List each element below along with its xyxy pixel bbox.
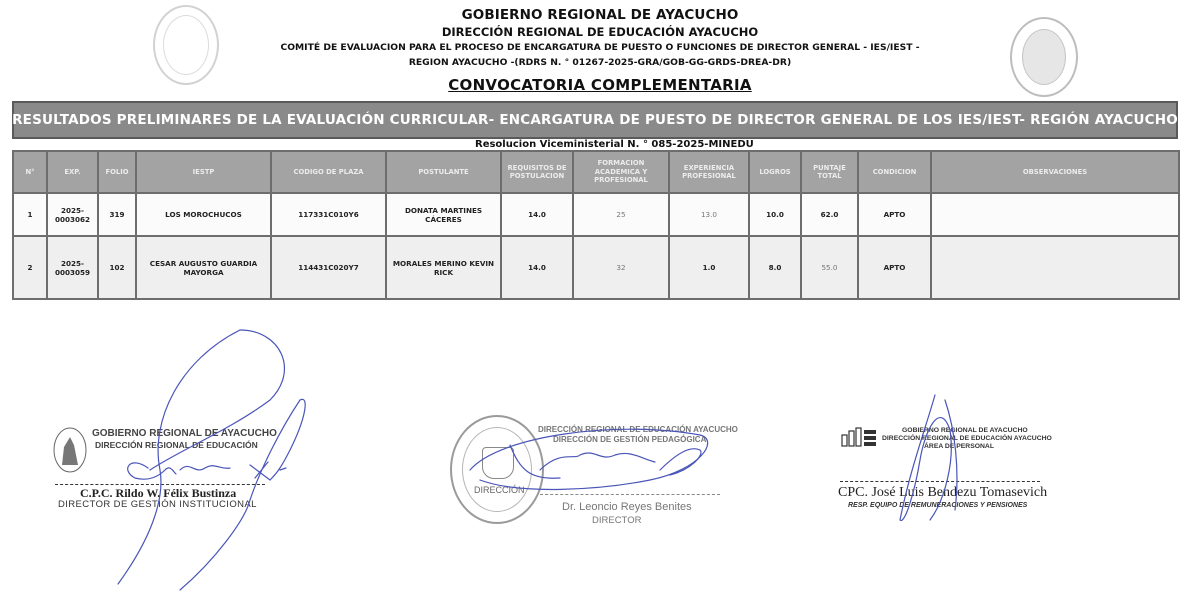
col-header-codigo: CODIGO DE PLAZA xyxy=(271,151,386,193)
col-header-logros: LOGROS xyxy=(749,151,801,193)
sig3-stamp-line3: ÁREA DE PERSONAL xyxy=(924,443,994,450)
sig1-stamp-line2: DIRECCIÓN REGIONAL DE EDUCACIÓN xyxy=(95,440,258,450)
col-header-observaciones: OBSERVACIONES xyxy=(931,151,1179,193)
col-header-n: N° xyxy=(13,151,47,193)
cell-formacion: 25 xyxy=(573,193,669,236)
sig2-name: Dr. Leoncio Reyes Benites xyxy=(562,501,692,513)
header-direction: DIRECCIÓN REGIONAL DE EDUCACIÓN AYACUCHO xyxy=(441,25,759,39)
area-personal-logo-icon xyxy=(840,427,880,447)
gobierno-regional-seal-icon xyxy=(153,5,219,85)
col-header-puntaje: PUNTAJE TOTAL xyxy=(801,151,858,193)
gobierno-regional-crest-icon xyxy=(52,425,88,475)
sig3-dashed-line xyxy=(840,481,1040,482)
col-header-folio: FOLIO xyxy=(98,151,136,193)
seal-direccion-text: DIRECCIÓN xyxy=(474,485,525,495)
cell-condicion: APTO xyxy=(858,193,931,236)
results-banner-text: RESULTADOS PRELIMINARES DE LA EVALUACIÓN CURRICULAR- ENCARGATURA DE PUESTO DE DIRECTOR GENERAL DE LOS IES/IEST- REGIÓN AYACUCHO xyxy=(12,112,1178,128)
sig3-stamp-line1: GOBIERNO REGIONAL DE AYACUCHO xyxy=(902,427,1028,434)
header-resolution-ref: REGION AYACUCHO -(RDRS N. ° 01267-2025-GRA/GOB-GG-GRDS-DREA-DR) xyxy=(408,57,792,68)
table-row xyxy=(13,193,1179,236)
sig2-stamp-line2: DIRECCIÓN DE GESTIÓN PEDAGÓGICA xyxy=(553,435,707,444)
col-header-formacion: FORMACION ACADEMICA Y PROFESIONAL xyxy=(573,151,669,193)
col-header-requisitos: REQUISITOS DE POSTULACION xyxy=(501,151,573,193)
cell-formacion: 32 xyxy=(573,236,669,299)
col-header-exp: EXP. xyxy=(47,151,98,193)
sig3-name: CPC. José Luis Bendezu Tomasevich xyxy=(838,485,1048,500)
sig3-role: RESP. EQUIPO DE REMUNERACIONES Y PENSIONES xyxy=(848,502,1028,509)
sig3-stamp-line2: DIRECCIÓN REGIONAL DE EDUCACIÓN AYACUCHO xyxy=(882,435,1052,442)
cell-logros: 8.0 xyxy=(749,236,801,299)
cell-experiencia: 13.0 xyxy=(669,193,749,236)
cell-folio: 319 xyxy=(98,193,136,236)
cell-postulante: DONATA MARTINES CÁCERES xyxy=(386,193,501,236)
table-row xyxy=(13,236,1179,299)
cell-experiencia: 1.0 xyxy=(669,236,749,299)
cell-observaciones xyxy=(931,236,1179,299)
cell-iestp: CESAR AUGUSTO GUARDIA MAYORGA xyxy=(136,236,271,299)
sig2-dashed-line xyxy=(540,494,720,495)
cell-requisitos: 14.0 xyxy=(501,193,573,236)
page-title: CONVOCATORIA COMPLEMENTARIA xyxy=(448,76,752,94)
col-header-condicion: CONDICION xyxy=(858,151,931,193)
table-header-row xyxy=(13,151,1179,193)
sig1-stamp-line1: GOBIERNO REGIONAL DE AYACUCHO xyxy=(92,428,277,439)
direccion-seal-icon xyxy=(450,415,544,524)
direccion-regional-seal-icon xyxy=(1010,17,1078,97)
resolution-label: Resolucion Viceministerial N. ° 085-2025-MINEDU xyxy=(475,139,754,150)
header-institution: GOBIERNO REGIONAL DE AYACUCHO xyxy=(461,7,739,23)
cell-condicion: APTO xyxy=(858,236,931,299)
sig1-name: C.P.C. Rildo W. Félix Bustinza xyxy=(80,486,237,500)
cell-n: 1 xyxy=(13,193,47,236)
col-header-iestp: IESTP xyxy=(136,151,271,193)
sig1-dashed-line xyxy=(55,484,265,485)
cell-folio: 102 xyxy=(98,236,136,299)
sig2-stamp-line1: DIRECCIÓN REGIONAL DE EDUCACIÓN AYACUCHO xyxy=(538,425,738,434)
cell-codigo: 114431C020Y7 xyxy=(271,236,386,299)
sig2-role: DIRECTOR xyxy=(592,515,642,526)
cell-exp: 2025-0003059 xyxy=(47,236,98,299)
cell-codigo: 117331C010Y6 xyxy=(271,193,386,236)
cell-n: 2 xyxy=(13,236,47,299)
cell-puntaje: 55.0 xyxy=(801,236,858,299)
results-banner xyxy=(12,101,1178,139)
cell-logros: 10.0 xyxy=(749,193,801,236)
cell-puntaje: 62.0 xyxy=(801,193,858,236)
cell-requisitos: 14.0 xyxy=(501,236,573,299)
header-committee: COMITÉ DE EVALUACION PARA EL PROCESO DE ENCARGATURA DE PUESTO O FUNCIONES DE DIRECTOR GENERAL - IES/IEST - xyxy=(280,42,920,53)
cell-exp: 2025-0003062 xyxy=(47,193,98,236)
results-table xyxy=(12,150,1180,300)
sig1-role: DIRECTOR DE GESTIÓN INSTITUCIONAL xyxy=(58,499,257,510)
cell-observaciones xyxy=(931,193,1179,236)
cell-iestp: LOS MOROCHUCOS xyxy=(136,193,271,236)
col-header-experiencia: EXPERIENCIA PROFESIONAL xyxy=(669,151,749,193)
cell-postulante: MORALES MERINO KEVIN RICK xyxy=(386,236,501,299)
col-header-postulante: POSTULANTE xyxy=(386,151,501,193)
